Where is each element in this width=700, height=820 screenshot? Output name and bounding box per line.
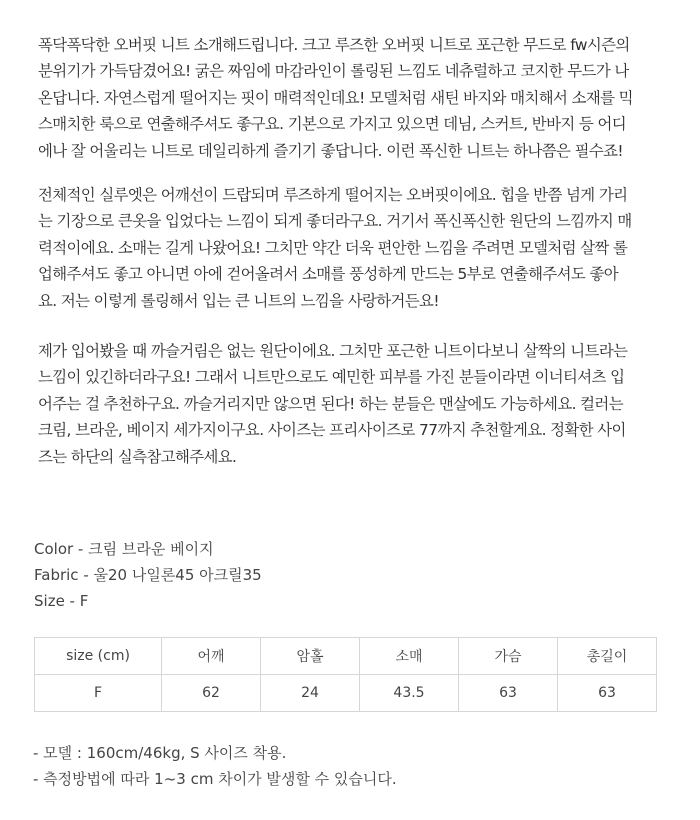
note-model-info: - 모델 : 160cm/46kg, S 사이즈 착용. (33, 744, 287, 762)
size-table-header: 총길이 (558, 638, 657, 675)
note-measurement-disclaimer: - 측정방법에 따라 1~3 cm 차이가 발생할 수 있습니다. (33, 770, 397, 788)
size-table-header: 가슴 (459, 638, 558, 675)
description-paragraph-1: 폭닥폭닥한 오버핏 니트 소개해드립니다. 크고 루즈한 오버핏 니트로 포근한 무드로 fw시즌의 분위기가 가득담겼어요! 굵은 짜임에 마감라인이 롤링된 느낌도 네츄럴하고 코지한 무드가 나 온답니다. 자연스럽게 떨어지는 핏이 매력적인데요! 모델처럼 새틴 바지와 매치해서 소재를 믹 스매치한 룩으로 연출해주셔도 좋구요. 기본으로 가지고 있으면 데님, 스커트, 반바지 등 어디 에나 잘 어울리는 니트로 데일리하게 즐기기 좋답니다. 이런 폭신한 니트는 하나쯤은 필수죠! (38, 36, 633, 160)
size-table-header: size (cm) (35, 638, 162, 675)
table-cell: 43.5 (360, 675, 459, 712)
table-cell: 63 (459, 675, 558, 712)
description-paragraph-2: 전체적인 실루엣은 어깨선이 드랍되며 루즈하게 떨어지는 오버핏이에요. 힙을 반쯤 넘게 가리 는 기장으로 큰옷을 입었다는 느낌이 되게 좋더라구요. 거기서 폭신폭신한 원단의 느낌까지 매 력적이에요. 소매는 길게 나왔어요! 그치만 약간 더욱 편안한 느낌을 주려면 모델처럼 살짝 롤 업해주셔도 좋고 아니면 아에 걷어올려서 소매를 풍성하게 만드는 5부로 연출해주셔도 좋아 요. 저는 이렇게 롤링해서 입는 큰 니트의 느낌을 사랑하거든요! (38, 186, 632, 310)
spec-size: Size - F (34, 592, 89, 610)
size-table-header: 어깨 (162, 638, 261, 675)
product-specs (34, 536, 262, 614)
table-cell: 63 (558, 675, 657, 712)
table-row (35, 675, 657, 712)
size-table-header: 소매 (360, 638, 459, 675)
notes (33, 740, 397, 792)
table-cell: F (35, 675, 162, 712)
table-cell: 24 (261, 675, 360, 712)
size-table-header: 암홀 (261, 638, 360, 675)
spec-fabric: Fabric - 울20 나일론45 아크릴35 (34, 566, 262, 584)
table-cell: 62 (162, 675, 261, 712)
description-paragraph-3: 제가 입어봤을 때 까슬거림은 없는 원단이에요. 그치만 포근한 니트이다보니 살짝의 니트라는 느낌이 있긴하더라구요! 그래서 니트만으로도 예민한 피부를 가진 분들이라면 이너티셔츠 입 어주는 걸 추천하구요. 까슬거리지만 않으면 된다! 하는 분들은 맨살에도 가능하세요. 컬러는 크림, 브라운, 베이지 세가지이구요. 사이즈는 프리사이즈로 77까지 추천할게요. 정확한 사이 즈는 하단의 실측참고해주세요. (38, 342, 628, 466)
size-table-header-row (35, 638, 657, 675)
spec-color: Color - 크림 브라운 베이지 (34, 540, 214, 558)
size-table (34, 637, 657, 712)
